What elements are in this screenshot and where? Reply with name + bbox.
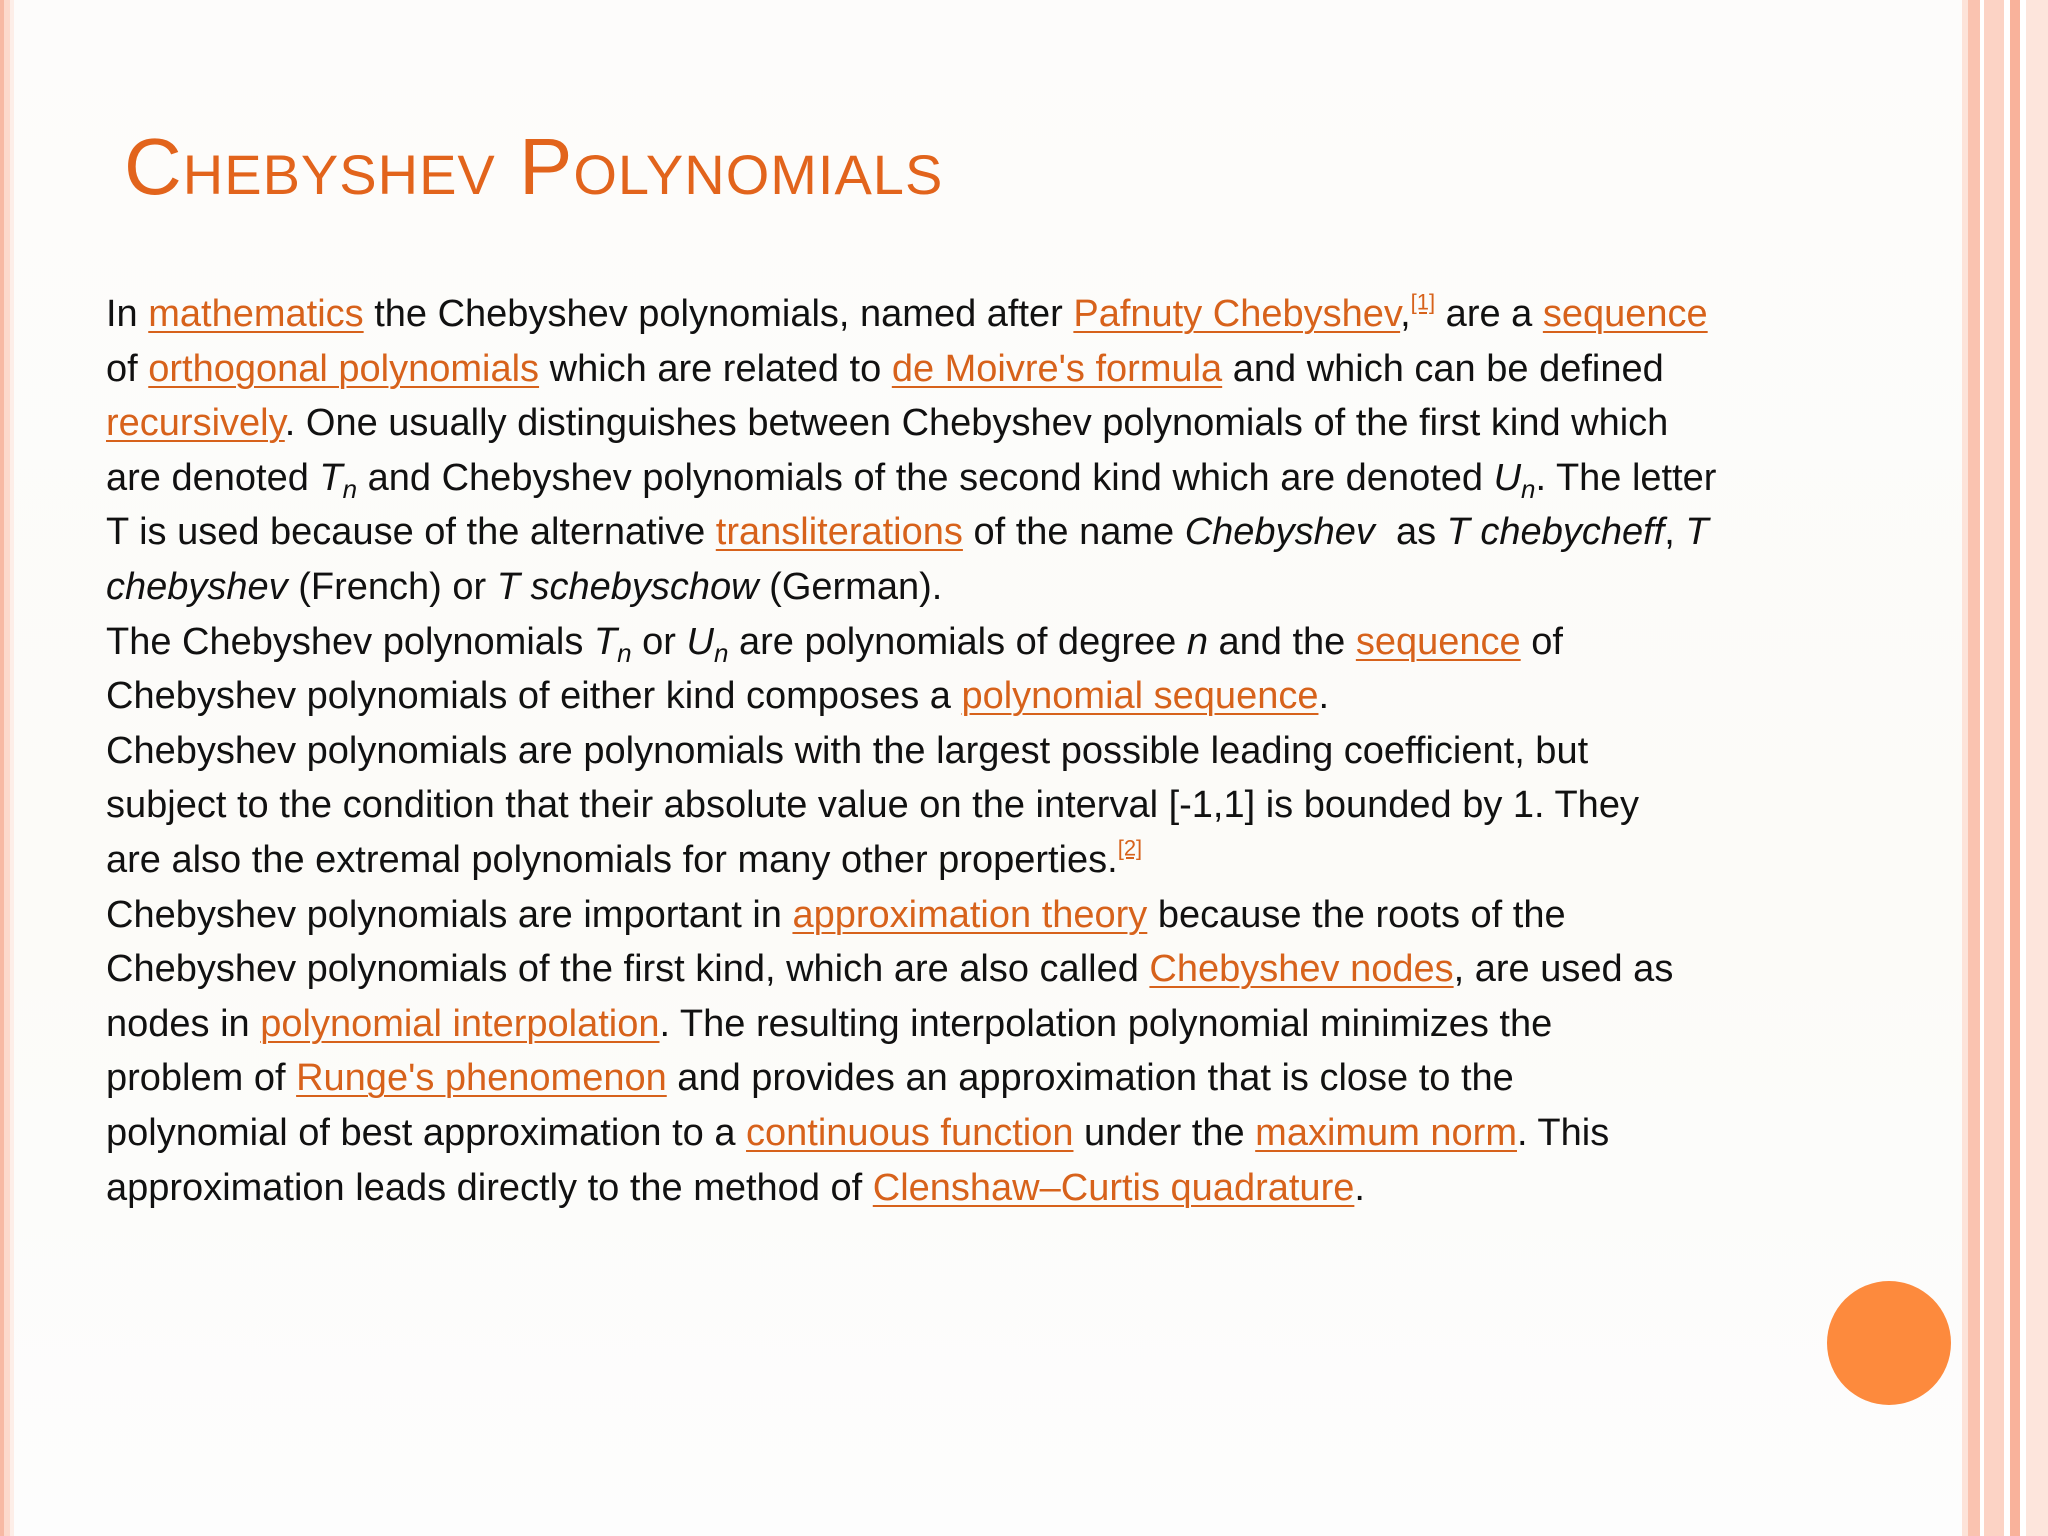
link-continuous-function[interactable]: continuous function bbox=[746, 1111, 1074, 1154]
text-line bbox=[106, 833, 1906, 888]
right-frame-stripe bbox=[1968, 0, 1980, 1536]
text-run: as bbox=[1374, 511, 1447, 554]
text-run: because the roots of the bbox=[1147, 893, 1566, 936]
link-recursively[interactable]: recursively bbox=[106, 402, 285, 445]
math-symbol: T bbox=[593, 620, 618, 663]
text-line bbox=[106, 1051, 1906, 1106]
citation-2 bbox=[1118, 835, 1142, 860]
text-run: Chebyshev polynomials of either kind composes a bbox=[106, 675, 962, 718]
text-line bbox=[106, 942, 1906, 997]
link-orthogonal-polynomials[interactable]: orthogonal polynomials bbox=[148, 347, 540, 390]
text-line bbox=[106, 997, 1906, 1052]
citation-link-2[interactable]: [2] bbox=[1117, 835, 1143, 861]
text-run: T is used because of the alternative bbox=[106, 511, 716, 554]
text-run: problem of bbox=[106, 1057, 297, 1100]
text-run: of bbox=[1520, 620, 1563, 663]
text-run: , bbox=[1664, 511, 1686, 554]
text-line bbox=[106, 505, 1906, 560]
citation-link-1[interactable]: [1] bbox=[1410, 289, 1436, 315]
text-run: are also the extremal polynomials for many other properties. bbox=[106, 838, 1118, 881]
text-run: In bbox=[106, 293, 149, 335]
link-chebyshev-nodes[interactable]: Chebyshev nodes bbox=[1149, 948, 1454, 991]
text-run: The Chebyshev polynomials bbox=[106, 620, 594, 663]
text-line bbox=[106, 451, 1906, 506]
text-run: . The letter bbox=[1535, 456, 1717, 499]
math-subscript: n bbox=[617, 637, 632, 668]
text-line bbox=[106, 669, 1906, 724]
text-run: . This bbox=[1516, 1111, 1610, 1154]
link-de-moivres-formula[interactable]: de Moivre's formula bbox=[891, 347, 1223, 390]
math-u-n bbox=[686, 620, 729, 668]
decorative-circle bbox=[1827, 1281, 1951, 1405]
text-run: Chebyshev polynomials of the first kind, which are also called bbox=[106, 948, 1150, 991]
math-symbol: T bbox=[319, 456, 343, 499]
text-line bbox=[106, 888, 1906, 943]
link-clenshaw-curtis-quadrature[interactable]: Clenshaw–Curtis quadrature bbox=[872, 1166, 1355, 1209]
right-frame-stripe bbox=[1984, 0, 2004, 1536]
text-run: are polynomials of degree bbox=[728, 620, 1187, 663]
italic-term: T bbox=[1685, 511, 1709, 554]
text-run: . bbox=[1318, 675, 1330, 718]
math-t-n bbox=[319, 456, 358, 504]
text-run: of the name bbox=[962, 511, 1185, 554]
text-line bbox=[106, 342, 1906, 397]
math-symbol: U bbox=[686, 620, 714, 663]
text-run: the Chebyshev polynomials, named after bbox=[363, 293, 1074, 335]
link-transliterations[interactable]: transliterations bbox=[715, 511, 963, 554]
text-run: of bbox=[106, 347, 149, 390]
math-symbol: U bbox=[1493, 456, 1522, 499]
link-sequence[interactable]: sequence bbox=[1355, 620, 1521, 663]
italic-term: T chebycheff bbox=[1446, 511, 1665, 554]
link-approximation-theory[interactable]: approximation theory bbox=[792, 893, 1148, 936]
italic-term: T schebyschow bbox=[496, 565, 759, 608]
italic-term: Chebyshev bbox=[1184, 511, 1375, 554]
text-run: and which can be defined bbox=[1222, 347, 1664, 390]
text-line bbox=[106, 778, 1906, 833]
text-line bbox=[106, 396, 1906, 451]
text-run: approximation leads directly to the method of bbox=[106, 1166, 873, 1209]
italic-term: n bbox=[1186, 620, 1208, 663]
text-run: which are related to bbox=[539, 347, 892, 390]
slide-body bbox=[106, 287, 1906, 1215]
math-subscript: n bbox=[342, 473, 358, 504]
text-run: . One usually distinguishes between Chebyshev polynomials of the first kind which bbox=[284, 402, 1669, 445]
slide-title: Chebyshev Polynomials bbox=[124, 122, 944, 211]
right-frame-stripe bbox=[2010, 0, 2020, 1536]
text-run: (French) or bbox=[287, 565, 497, 608]
link-sequence[interactable]: sequence bbox=[1542, 293, 1708, 335]
text-run: under the bbox=[1073, 1111, 1256, 1154]
citation-1 bbox=[1411, 290, 1435, 315]
text-line bbox=[106, 287, 1906, 342]
link-pafnuty-chebyshev[interactable]: Pafnuty Chebyshev bbox=[1073, 293, 1401, 335]
left-frame-stripe bbox=[0, 0, 14, 1536]
text-run: and the bbox=[1207, 620, 1356, 663]
link-maximum-norm[interactable]: maximum norm bbox=[1255, 1111, 1517, 1154]
link-polynomial-sequence[interactable]: polynomial sequence bbox=[961, 675, 1319, 718]
text-run: are a bbox=[1435, 293, 1543, 335]
text-run: . The resulting interpolation polynomial minimizes the bbox=[659, 1002, 1553, 1045]
text-run: (German). bbox=[758, 565, 943, 608]
text-run: , bbox=[1400, 293, 1411, 335]
text-line bbox=[106, 1106, 1906, 1161]
text-run: polynomial of best approximation to a bbox=[106, 1111, 747, 1154]
text-run: nodes in bbox=[106, 1002, 261, 1045]
text-run: subject to the condition that their absolute value on the interval [-1,1] is bounded by 1. They bbox=[106, 784, 1639, 827]
link-mathematics[interactable]: mathematics bbox=[148, 293, 364, 335]
text-run: Chebyshev polynomials are polynomials with the largest possible leading coefficient, but bbox=[106, 729, 1589, 772]
math-t-n bbox=[593, 620, 632, 668]
text-line bbox=[106, 615, 1906, 670]
text-run: are denoted bbox=[106, 456, 320, 499]
text-run: Chebyshev polynomials are important in bbox=[106, 893, 793, 936]
text-line bbox=[106, 1161, 1906, 1216]
text-run: , are used as bbox=[1453, 948, 1674, 991]
math-subscript: n bbox=[713, 637, 729, 668]
text-run: and Chebyshev polynomials of the second kind which are denoted bbox=[357, 456, 1494, 499]
text-line bbox=[106, 560, 1906, 615]
text-run: or bbox=[631, 620, 687, 663]
link-runges-phenomenon[interactable]: Runge's phenomenon bbox=[296, 1057, 667, 1100]
right-frame-stripe bbox=[2026, 0, 2048, 1536]
link-polynomial-interpolation[interactable]: polynomial interpolation bbox=[260, 1002, 660, 1045]
math-subscript: n bbox=[1521, 473, 1536, 504]
text-run: . bbox=[1354, 1166, 1365, 1209]
text-run: and provides an approximation that is close to the bbox=[666, 1057, 1514, 1100]
italic-term: chebyshev bbox=[106, 565, 288, 608]
math-u-n bbox=[1493, 456, 1536, 504]
text-line bbox=[106, 724, 1906, 779]
